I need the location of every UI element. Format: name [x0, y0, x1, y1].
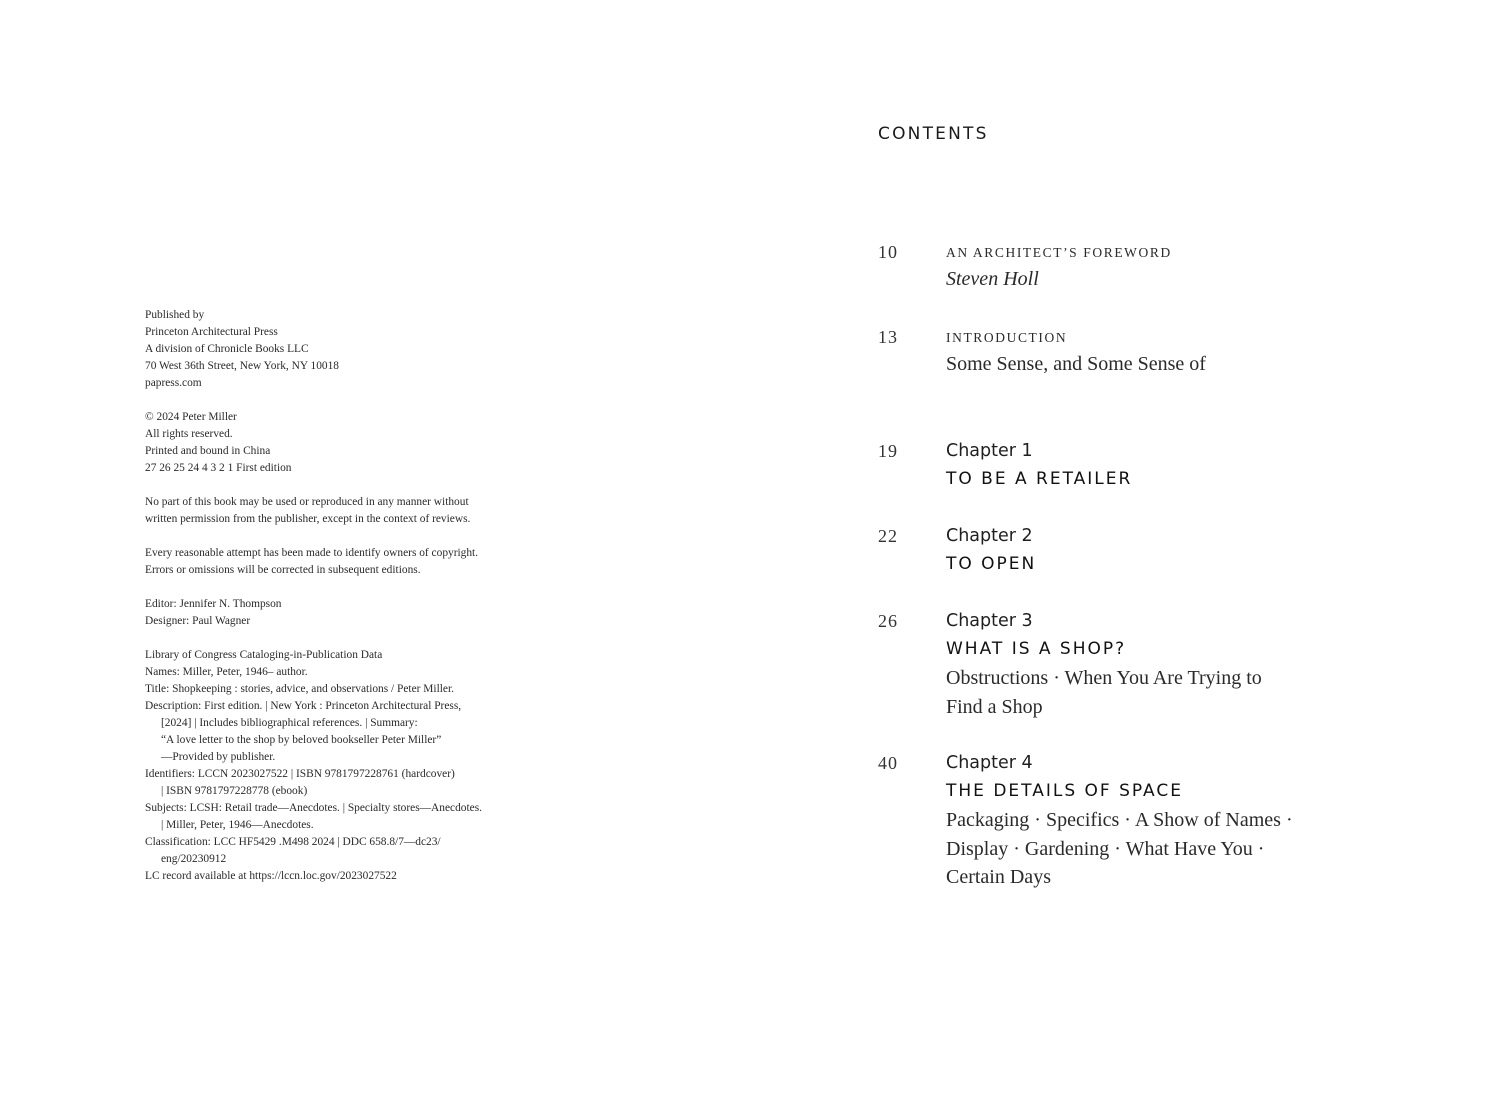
errors-block — [145, 545, 545, 579]
cip-line: LC record available at https://lccn.loc.gov/2023027522 — [145, 870, 397, 882]
cip-line: Classification: LCC HF5429 .M498 2024 | DDC 658.8/7—dc23/ — [145, 836, 441, 848]
toc-page-number: 10 — [878, 242, 898, 262]
chapter-title: WHAT IS A SHOP? — [946, 639, 1127, 659]
toc-kicker: AN ARCHITECT’S FOREWORD — [946, 245, 1172, 260]
publisher-line: 70 West 36th Street, New York, NY 10018 — [145, 360, 339, 372]
permission-line: written permission from the publisher, except in the context of reviews. — [145, 513, 471, 525]
cip-line: | Miller, Peter, 1946—Anecdotes. — [161, 819, 314, 831]
section-line: Packaging · Specifics · A Show of Names · — [946, 809, 1293, 831]
toc-entry-body — [946, 750, 1396, 892]
cip-line: Names: Miller, Peter, 1946– author. — [145, 666, 308, 678]
errors-line: Errors or omissions will be corrected in subsequent editions. — [145, 564, 421, 576]
publisher-block — [145, 307, 545, 392]
toc-page-number: 26 — [878, 611, 898, 631]
toc-author: Steven Holl — [946, 268, 1039, 290]
publisher-line: Published by — [145, 309, 205, 321]
rights-line: © 2024 Peter Miller — [145, 411, 237, 423]
toc-page-number: 22 — [878, 526, 898, 546]
toc-entry-body — [946, 327, 1396, 379]
rights-block — [145, 409, 545, 477]
toc-entry-body — [946, 523, 1396, 579]
copyright-page — [145, 307, 545, 902]
toc-entry-body — [946, 242, 1396, 294]
toc-kicker: INTRODUCTION — [946, 330, 1068, 345]
publisher-line: papress.com — [145, 377, 202, 389]
toc-page-number: 40 — [878, 753, 898, 773]
publisher-line: Princeton Architectural Press — [145, 326, 278, 338]
rights-line: 27 26 25 24 4 3 2 1 First edition — [145, 462, 292, 474]
rights-line: Printed and bound in China — [145, 445, 271, 457]
section-line: Find a Shop — [946, 695, 1043, 718]
cip-line: —Provided by publisher. — [161, 751, 276, 763]
credits-block — [145, 596, 545, 630]
publisher-line: A division of Chronicle Books LLC — [145, 343, 309, 355]
permission-block — [145, 494, 545, 528]
permission-line: No part of this book may be used or reproduced in any manner without — [145, 496, 469, 508]
chapter-label: Chapter 1 — [946, 441, 1033, 461]
toc-page-number: 19 — [878, 441, 898, 461]
toc-entry-body — [946, 438, 1396, 494]
credit-line: Editor: Jennifer N. Thompson — [145, 598, 282, 610]
credit-line: Designer: Paul Wagner — [145, 615, 251, 627]
chapter-sections — [946, 664, 1396, 721]
cip-line: Description: First edition. | New York : Princeton Architectural Press, — [145, 700, 462, 712]
cip-line: Library of Congress Cataloging-in-Publication Data — [145, 649, 383, 661]
cip-line: Subjects: LCSH: Retail trade—Anecdotes. | Specialty stores—Anecdotes. — [145, 802, 482, 814]
cip-block — [145, 647, 545, 885]
toc-page-number: 13 — [878, 327, 898, 347]
section-line: Obstructions · When You Are Trying to — [946, 667, 1262, 689]
chapter-label: Chapter 2 — [946, 526, 1033, 546]
errors-line: Every reasonable attempt has been made to identify owners of copyright. — [145, 547, 479, 559]
chapter-title: THE DETAILS OF SPACE — [946, 781, 1183, 801]
cip-line: [2024] | Includes bibliographical references. | Summary: — [161, 717, 418, 729]
contents-page — [878, 0, 1398, 1094]
rights-line: All rights reserved. — [145, 428, 233, 440]
section-line: Certain Days — [946, 866, 1051, 888]
toc-entry-body — [946, 608, 1396, 721]
chapter-sections — [946, 806, 1396, 892]
chapter-label: Chapter 4 — [946, 753, 1033, 773]
cip-line: Title: Shopkeeping : stories, advice, and observations / Peter Miller. — [145, 683, 454, 695]
chapter-title: TO BE A RETAILER — [946, 469, 1133, 489]
contents-heading: CONTENTS — [878, 124, 989, 144]
chapter-title: TO OPEN — [946, 554, 1037, 574]
cip-line: eng/20230912 — [161, 853, 227, 865]
cip-line: | ISBN 9781797228778 (ebook) — [161, 785, 308, 797]
toc-subtitle: Some Sense, and Some Sense of — [946, 353, 1206, 375]
cip-line: “A love letter to the shop by beloved bookseller Peter Miller” — [161, 734, 442, 746]
chapter-label: Chapter 3 — [946, 611, 1033, 631]
section-line: Display · Gardening · What Have You · — [946, 837, 1265, 860]
cip-line: Identifiers: LCCN 2023027522 | ISBN 9781797228761 (hardcover) — [145, 768, 455, 780]
